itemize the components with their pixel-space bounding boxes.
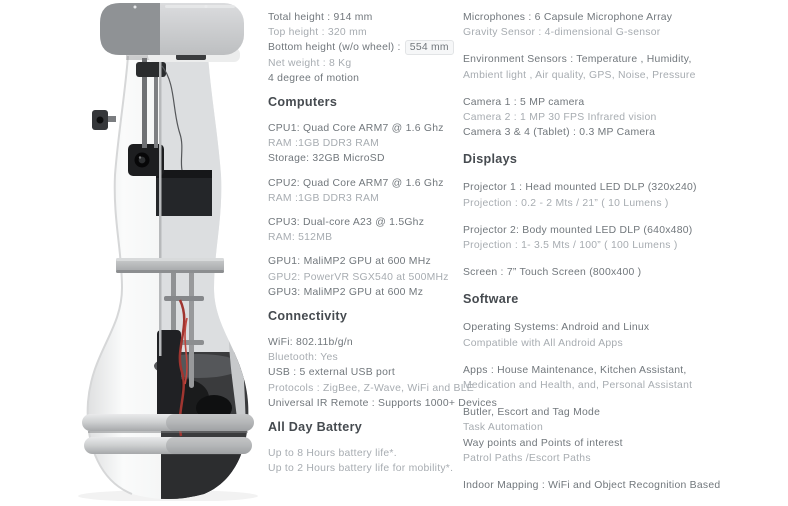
spec-line-text: Protocols : ZigBee, Z-Wave, WiFi and BLE [268,382,474,394]
spec-line [268,215,468,230]
spec-group [268,335,498,411]
spec-group [268,10,468,86]
spec-line-text: CPU1: Quad Core ARM7 @ 1.6 Ghz [268,123,444,135]
spec-line-text: Ambient light , Air quality, GPS, Noise, Pressure [463,69,696,81]
spec-line-text: Universal IR Remote : Supports 1000+ Devices [268,397,498,409]
section-heading: Connectivity [268,309,348,324]
spec-line [268,121,468,136]
spec-line [268,40,468,55]
spec-line-text: WiFi: 802.11b/g/n [268,337,353,349]
spec-line-text: Camera 2 : 1 MP 30 FPS Infrared vision [463,112,657,124]
spec-line [463,420,743,435]
spec-group [463,363,743,393]
spec-line [463,223,743,238]
spec-line [463,10,743,25]
spec-group [463,52,743,82]
spec-line [463,125,743,140]
spec-line [463,378,743,393]
spec-line [268,151,468,166]
spec-line-text: Microphones : 6 Capsule Microphone Array [463,12,673,23]
spec-line [268,381,474,396]
robot-cutaway-illustration [30,0,260,501]
robot-head [100,3,244,62]
spec-group [268,254,468,300]
spec-group [463,10,743,40]
spec-line [463,320,743,335]
spec-line-text: Camera 3 & 4 (Tablet) : 0.3 MP Camera [463,127,656,139]
spec-line [463,363,743,378]
spec-line-text: Compatible with All Android Apps [463,337,623,349]
spec-line [268,25,468,40]
spec-line-text: Bluetooth: Yes [268,352,338,364]
spec-line [268,254,468,269]
spec-line [268,335,468,350]
spec-line [268,350,468,365]
spec-line-text: Indoor Mapping : WiFi and Object Recognition Based [463,480,721,492]
spec-line-text: Patrol Paths /Escort Paths [463,452,591,464]
spec-line [268,446,468,461]
spec-line-text: RAM :1GB DDR3 RAM [268,192,380,204]
spec-line [268,270,468,285]
spec-line-text: USB : 5 external USB port [268,367,395,379]
spec-group [268,121,468,167]
spec-line-text: Up to 2 Hours battery life for mobility*. [268,463,454,475]
spec-group [463,478,743,493]
spec-group [463,223,743,253]
robot-waist-band [116,258,224,273]
spec-line [463,451,743,466]
spec-line [268,56,468,71]
spec-line-text: Projector 2: Body mounted LED DLP (640x480) [463,224,693,236]
spec-line-text: Camera 1 : 5 MP camera [463,96,585,108]
spec-line [268,191,468,206]
section-heading: Displays [463,152,518,167]
spec-line [463,196,743,211]
spec-line [463,180,743,195]
spec-line-text: Way points and Points of interest [463,437,623,449]
spec-line-text: RAM: 512MB [268,232,333,244]
spec-line [268,230,468,245]
spec-line [268,10,468,25]
spec-line [268,136,468,151]
spec-line [463,478,743,493]
spec-line [268,285,468,300]
spec-line-text: 4 degree of motion [268,72,360,84]
spec-group [463,95,743,141]
spec-line-text: Net weight : 8 Kg [268,57,352,69]
spec-line-text: Projector 1 : Head mounted LED DLP (320x240) [463,182,697,194]
spec-line-text: Task Automation [463,422,543,434]
highlighted-value: 554 mm [405,40,454,55]
spec-line-text: RAM :1GB DDR3 RAM [268,138,380,150]
spec-line-text: Projection : 1- 3.5 Mts / 100” ( 100 Lumens ) [463,240,678,252]
spec-line-text: Up to 8 Hours battery life*. [268,448,397,460]
spec-line [463,238,743,253]
spec-line [463,52,743,67]
spec-line-text: Gravity Sensor : 4-dimensional G-sensor [463,27,661,39]
spec-group [268,176,468,206]
spec-line-text: Butler, Escort and Tag Mode [463,407,601,419]
spec-line-text: Bottom height (w/o wheel) : [268,42,404,54]
spec-line [463,95,743,110]
spec-group [463,265,743,280]
spec-group [268,215,468,245]
spec-group [463,405,743,466]
spec-line-text: CPU2: Quad Core ARM7 @ 1.6 Ghz [268,177,444,189]
spec-line [463,68,743,83]
side-camera [92,110,116,130]
section-heading: All Day Battery [268,420,363,435]
spec-group [463,180,743,210]
spec-line-text: Screen : 7” Touch Screen (800x400 ) [463,267,642,279]
spec-line [463,405,743,420]
spec-line-text: GPU3: MaliMP2 GPU at 600 Mz [268,286,424,298]
spec-line [268,461,468,476]
spec-line-text: Medication and Health, and, Personal Assistant [463,380,693,392]
spec-line-text: GPU2: PowerVR SGX540 at 500MHz [268,271,449,283]
spec-group [463,320,743,350]
spec-line-text: CPU3: Dual-core A23 @ 1.5Ghz [268,217,425,229]
spec-line [268,396,498,411]
spec-line [463,336,743,351]
spec-line-text: Top height : 320 mm [268,27,367,39]
section-heading: Software [463,292,519,307]
spec-line-text: GPU1: MaliMP2 GPU at 600 MHz [268,256,431,268]
robot-illustration-container [30,0,260,501]
spec-line [463,25,743,40]
section-heading: Computers [268,95,338,110]
spec-line [268,176,468,191]
spec-line [463,436,743,451]
spec-line-text: Apps : House Maintenance, Kitchen Assistant, [463,364,687,376]
spec-line-text: Operating Systems: Android and Linux [463,322,650,334]
spec-group [268,446,468,476]
spec-line-text: Projection : 0.2 - 2 Mts / 21” ( 10 Lumens ) [463,197,669,209]
spec-line-text: Storage: 32GB MicroSD [268,153,385,165]
spec-line [268,71,468,86]
spec-line [463,265,743,280]
spec-line [268,365,468,380]
spec-line [463,110,743,125]
spec-line-text: Environment Sensors : Temperature , Humidity, [463,54,692,66]
spec-column-right [463,10,743,505]
spec-line-text: Total height : 914 mm [268,12,373,23]
